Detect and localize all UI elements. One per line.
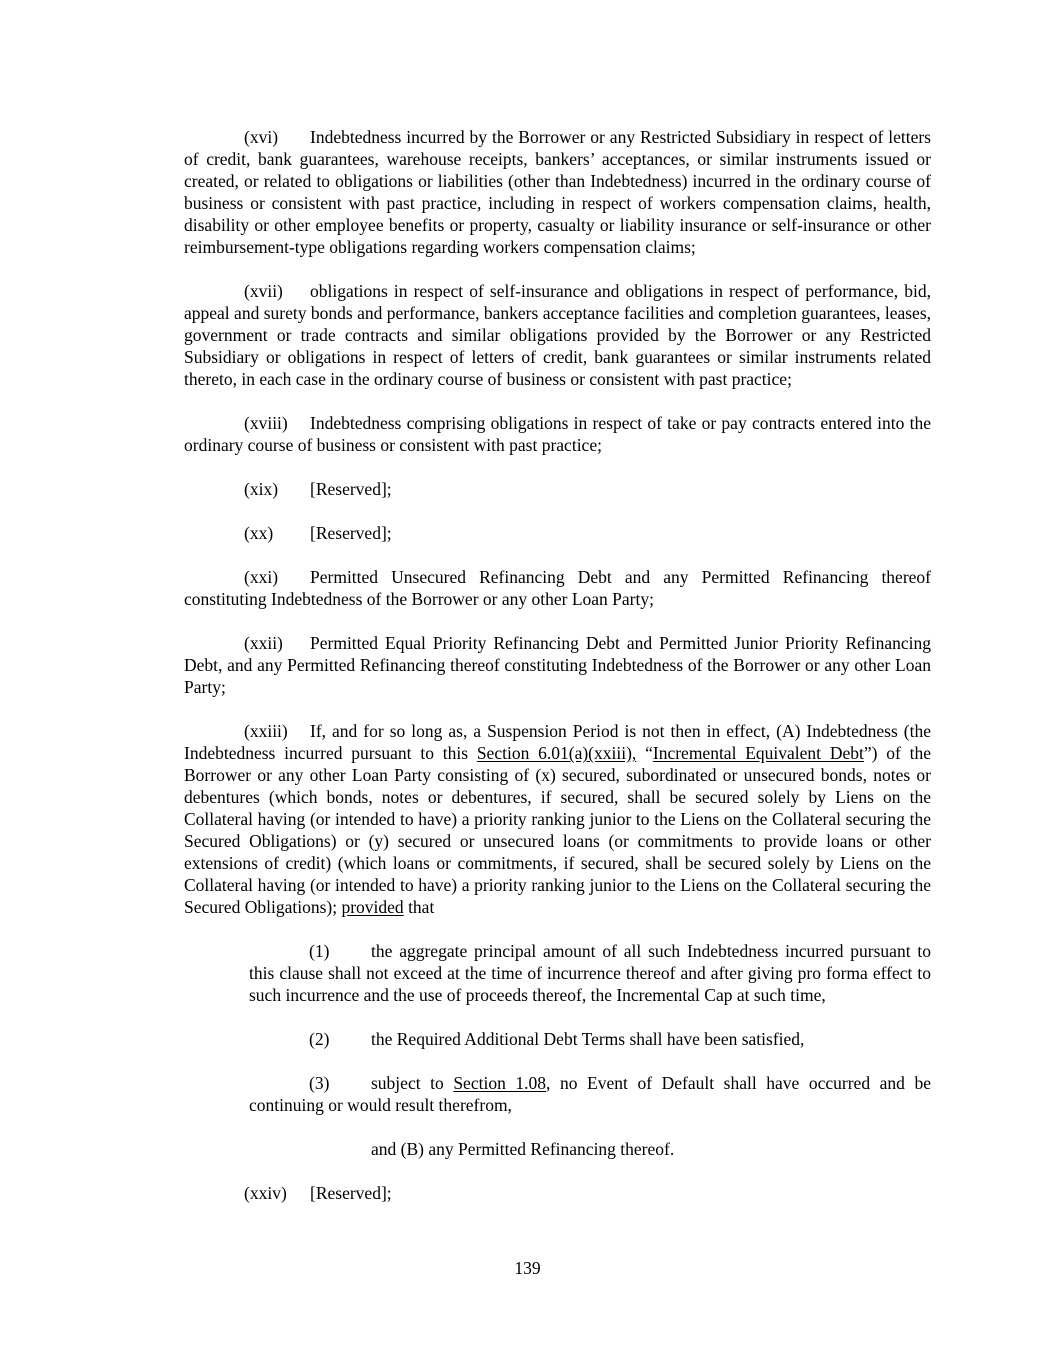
text-segment: and (B) any Permitted Refinancing thereof. (371, 1139, 675, 1159)
clause-label-xviii: (xviii) (244, 413, 288, 433)
clause-label-xix: (xix) (244, 479, 279, 499)
document-content (184, 126, 931, 1226)
text-segment: that (403, 897, 435, 917)
clause-label-xvii: (xvii) (244, 281, 283, 301)
text-segment: the Required Additional Debt Terms shall have been satisfied, (371, 1029, 805, 1049)
underlined-reference: Section 6.01(a)(xxiii), (476, 743, 637, 763)
paragraph-xxi (184, 566, 931, 610)
clause-label-sub-3: (3) (309, 1073, 330, 1093)
underlined-reference: Incremental Equivalent Debt (652, 743, 864, 763)
text-segment: [Reserved]; (310, 479, 392, 499)
text-segment: “ (636, 743, 653, 763)
paragraph-xvi (184, 126, 931, 258)
underlined-reference: provided (341, 897, 404, 917)
text-segment: Permitted Equal Priority Refinancing Debt and Permitted Junior Priority Refinancing Debt, and any Permitted Refinancing thereof constituting Indebtedness of the Borrower or any other Loan Party; (184, 633, 931, 697)
clause-label-xxii: (xxii) (244, 633, 283, 653)
text-segment: Indebtedness comprising obligations in respect of take or pay contracts entered into the ordinary course of business or consistent with past practice; (184, 413, 931, 455)
paragraph-xix (184, 478, 931, 500)
text-segment: Indebtedness incurred by the Borrower or any Restricted Subsidiary in respect of letters of credit, bank guarantees, warehouse receipts, bankers’ acceptances, or similar instruments issued or created, or related to obligations or liabilities (other than Indebtedness) incurred in the ordinary course of business or consistent with past practice, including in respect of workers compensation claims, health, disability or other employee benefits or property, casualty or liability insurance or self-insurance or other reimbursement-type obligations regarding workers compensation claims; (184, 127, 931, 257)
clause-label-xx: (xx) (244, 523, 274, 543)
paragraph-xxiii (184, 720, 931, 918)
text-segment: [Reserved]; (310, 1183, 392, 1203)
text-segment: subject to (371, 1073, 454, 1093)
paragraph-clause-b (249, 1138, 931, 1160)
paragraph-sub-1 (249, 940, 931, 1006)
page-number: 139 (514, 1258, 541, 1278)
text-segment: If, and for so long as, a Suspension Period is not then in effect, (A) Indebtedness (the Indebtedness incurred pursuant to this (184, 721, 931, 763)
paragraph-xviii (184, 412, 931, 456)
text-segment: Permitted Unsecured Refinancing Debt and any Permitted Refinancing thereof constituting Indebtedness of the Borrower or any other Loan Party; (184, 567, 931, 609)
clause-label-sub-2: (2) (309, 1029, 330, 1049)
underlined-reference: Section 1.08 (453, 1073, 547, 1093)
clause-label-sub-1: (1) (309, 941, 330, 961)
clause-label-xxi: (xxi) (244, 567, 279, 587)
paragraph-sub-3 (249, 1072, 931, 1116)
clause-label-xvi: (xvi) (244, 127, 279, 147)
clause-label-xxiii: (xxiii) (244, 721, 288, 741)
paragraph-sub-2 (249, 1028, 931, 1050)
text-segment: obligations in respect of self-insurance and obligations in respect of performance, bid, appeal and surety bonds and performance, bankers acceptance facilities and completion guarantees, leases, government or trade contracts and similar obligations provided by the Borrower or any Restricted Subsidiary or obligations in respect of letters of credit, bank guarantees or similar instruments related thereto, in each case in the ordinary course of business or consistent with past practice; (184, 281, 931, 389)
paragraph-xvii (184, 280, 931, 390)
text-segment: the aggregate principal amount of all such Indebtedness incurred pursuant to this clause shall not exceed at the time of incurrence thereof and after giving pro forma effect to such incurrence and the use of proceeds thereof, the Incremental Cap at such time, (249, 941, 931, 1005)
paragraph-xxiv (184, 1182, 931, 1204)
text-segment: [Reserved]; (310, 523, 392, 543)
text-segment: ”) of the Borrower or any other Loan Party consisting of (x) secured, subordinated or unsecured bonds, notes or debentures (which bonds, notes or debentures, if secured, shall be secured solely by Liens on the Collateral having (or intended to have) a priority ranking junior to the Liens on the Collateral securing the Secured Obligations) or (y) secured or unsecured loans (or commitments to provide loans or other extensions of credit) (which loans or commitments, if secured, shall be secured solely by Liens on the Collateral having (or intended to have) a priority ranking junior to the Liens on the Collateral securing the Secured Obligations); (184, 743, 932, 917)
text-segment: , no Event of Default shall have occurred and be continuing or would result therefrom, (249, 1073, 932, 1115)
paragraph-xxii (184, 632, 931, 698)
clause-label-xxiv: (xxiv) (244, 1183, 287, 1203)
paragraph-xx (184, 522, 931, 544)
